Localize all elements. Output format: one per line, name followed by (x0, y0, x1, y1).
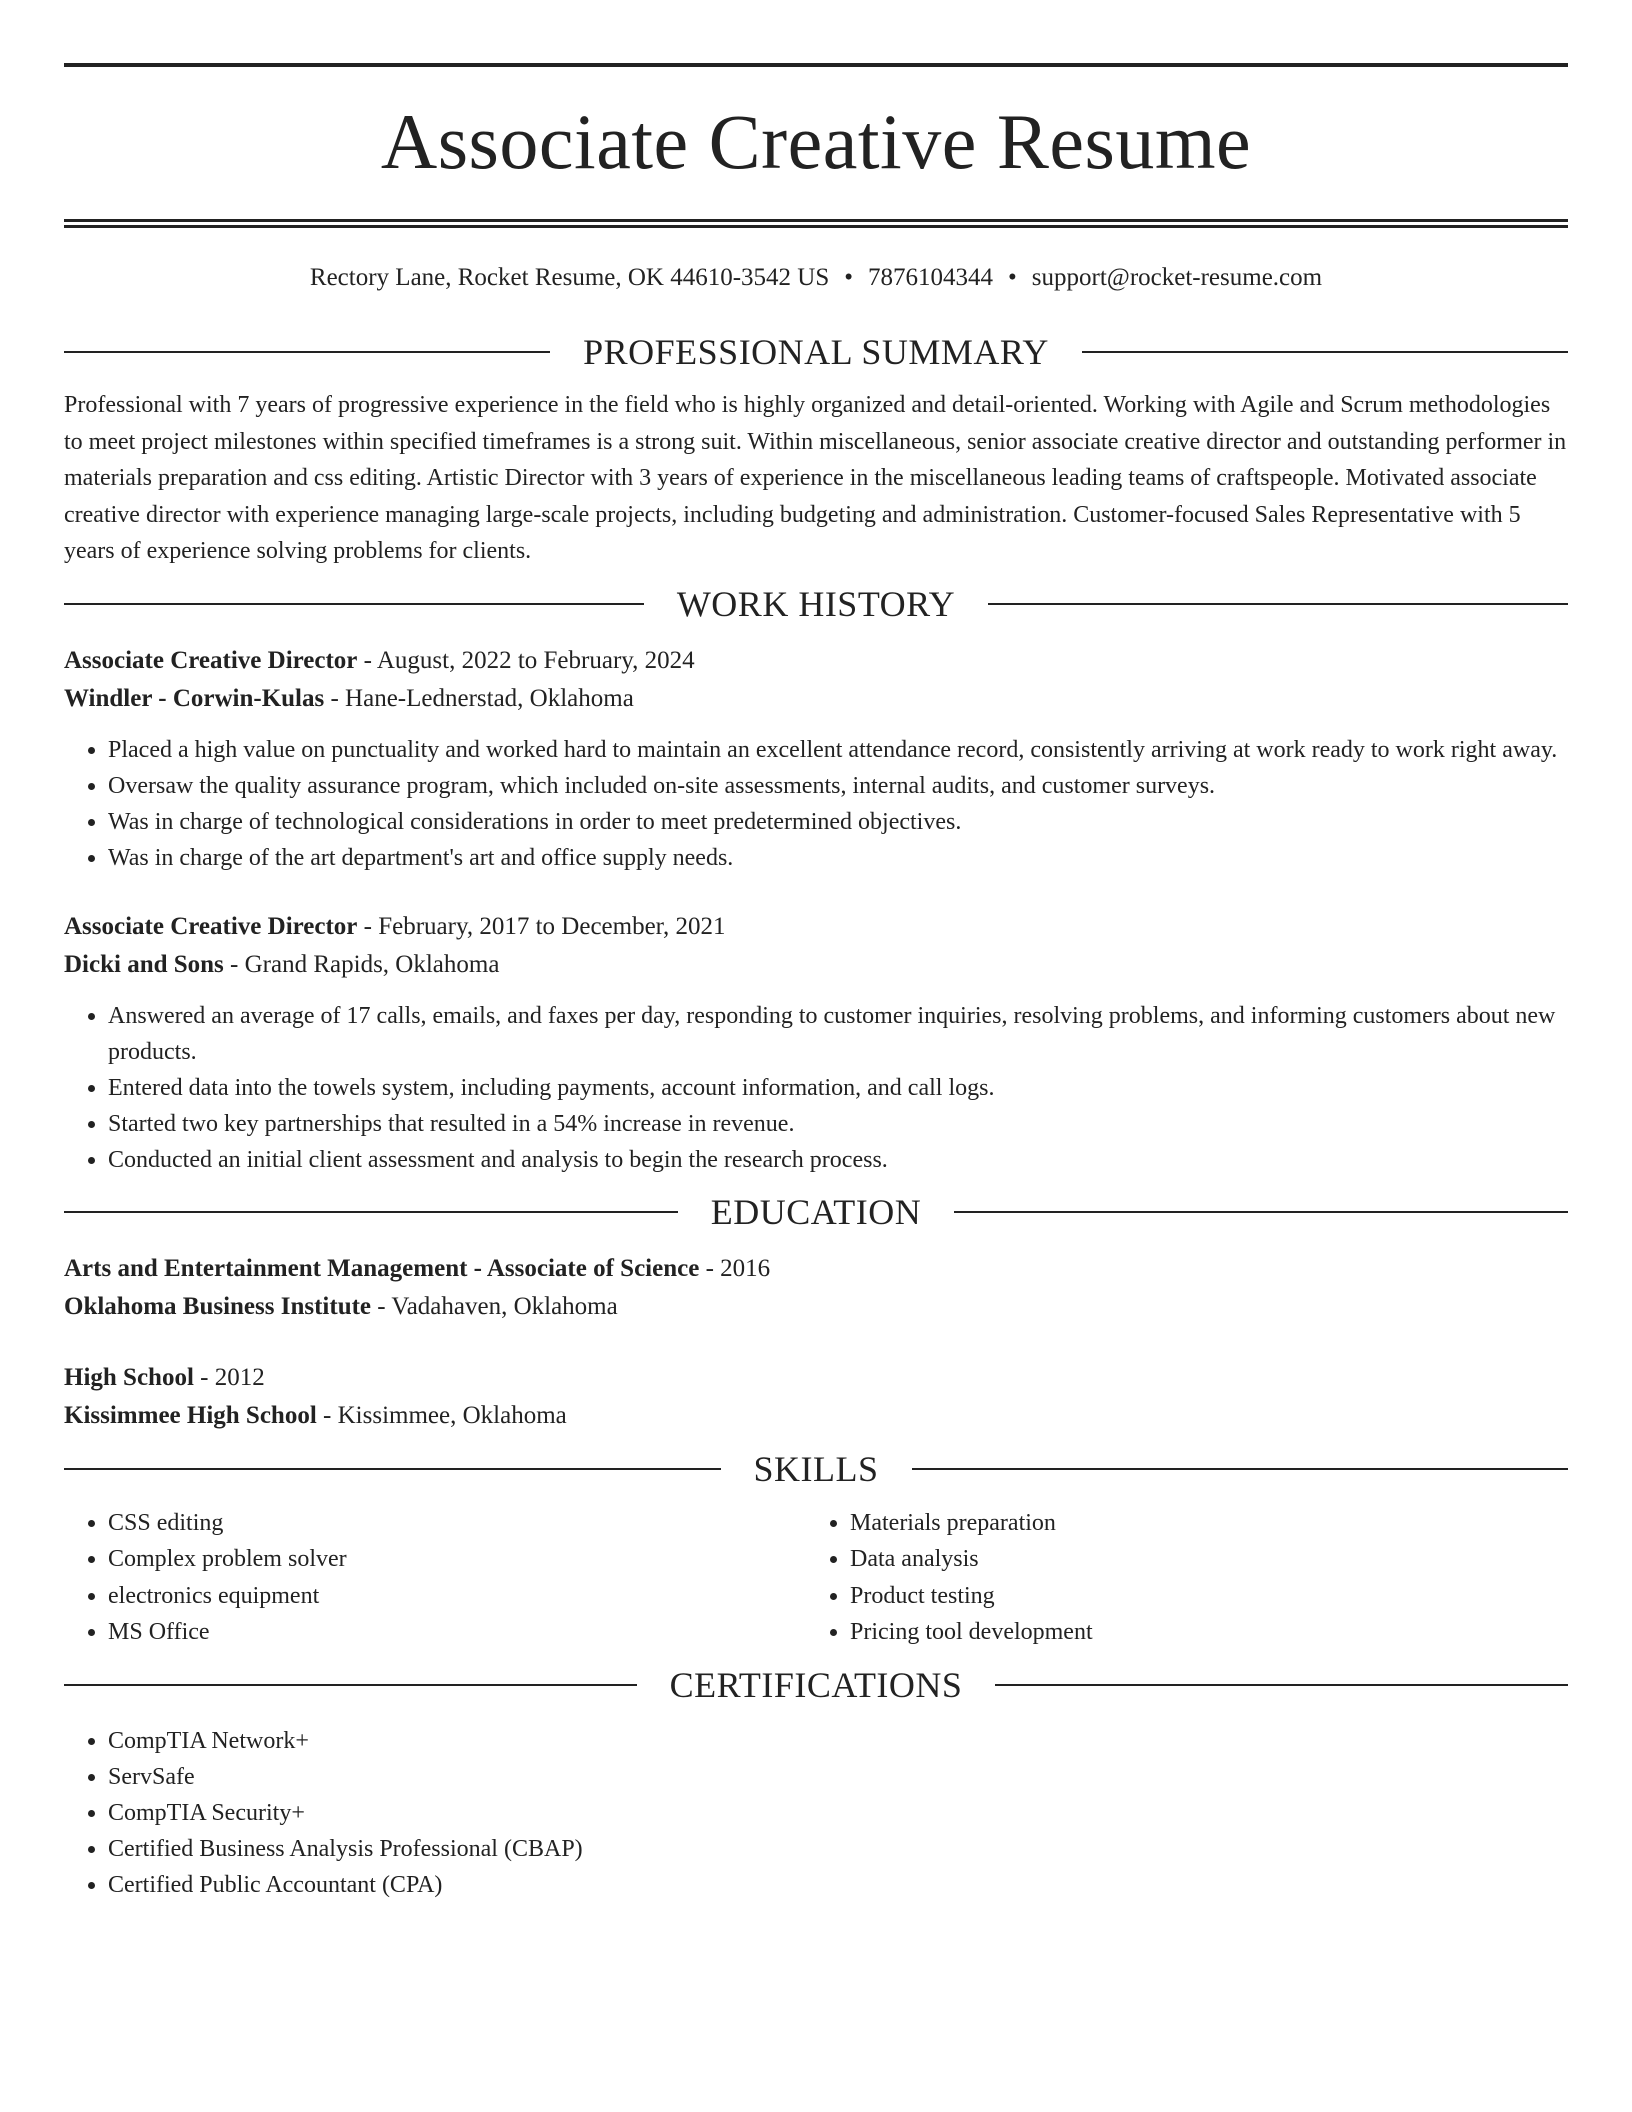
job-company: Windler - Corwin-Kulas (64, 684, 325, 712)
list-item: • Complex problem solver (108, 1541, 806, 1578)
job-dates: - August, 2022 to February, 2024 (357, 646, 695, 674)
education-school-line (64, 1397, 1568, 1435)
contact-address: Rectory Lane, Rocket Resume, OK 44610-3542 US (309, 264, 830, 291)
heading-rule-left (64, 351, 550, 353)
list-item: • ServSafe (108, 1759, 1568, 1795)
education-heading-label: EDUCATION (710, 1191, 922, 1232)
list-item: • MS Office (108, 1614, 806, 1651)
skills-list-left (64, 1505, 806, 1651)
list-item: • Was in charge of technological considerations in order to meet predetermined objectives. (108, 804, 1568, 840)
job-entry (64, 642, 1568, 876)
list-item: • CSS editing (108, 1505, 806, 1542)
job-bullet-list (64, 732, 1568, 876)
education-degree: Arts and Entertainment Management - Associate of Science (64, 1254, 700, 1282)
job-company-line (64, 946, 1568, 984)
job-title-line (64, 642, 1568, 680)
list-item: • Answered an average of 17 calls, emails, and faxes per day, responding to customer inquiries, resolving problems, and informing customers about new products. (108, 998, 1568, 1070)
list-item: • Pricing tool development (850, 1614, 1548, 1651)
skills-heading-label: SKILLS (753, 1448, 879, 1489)
job-title: Associate Creative Director (64, 912, 358, 940)
summary-heading-label: PROFESSIONAL SUMMARY (583, 332, 1049, 372)
job-location: - Grand Rapids, Oklahoma (223, 950, 500, 978)
list-item: • CompTIA Security+ (108, 1795, 1568, 1831)
summary-section-heading (64, 330, 1568, 374)
heading-rule-left (64, 1684, 637, 1686)
skills-list-right (806, 1505, 1548, 1651)
education-year: - 2012 (193, 1363, 265, 1391)
certifications-heading-label: CERTIFICATIONS (669, 1664, 963, 1705)
list-item: • Product testing (850, 1578, 1548, 1615)
heading-rule-right (912, 1468, 1569, 1470)
heading-rule-left (64, 1468, 721, 1470)
heading-rule-right (995, 1684, 1568, 1686)
contact-separator: • (1008, 264, 1017, 291)
education-year: - 2016 (699, 1254, 771, 1282)
list-item: • Started two key partnerships that resulted in a 54% increase in revenue. (108, 1106, 1568, 1142)
contact-email[interactable]: support@rocket-resume.com (1031, 264, 1323, 291)
list-item: • Data analysis (850, 1541, 1548, 1578)
education-entry (64, 1250, 1568, 1326)
heading-rule-right (988, 603, 1568, 605)
heading-rule-left (64, 1211, 678, 1213)
list-item: • Was in charge of the art department's art and office supply needs. (108, 840, 1568, 876)
job-location: - Hane-Lednerstad, Oklahoma (324, 684, 634, 712)
header-double-rule (64, 219, 1568, 228)
job-title-line (64, 908, 1568, 946)
list-item: • Placed a high value on punctuality and worked hard to maintain an excellent attendance record, consistently arriving at work ready to work right away. (108, 732, 1568, 768)
job-company: Dicki and Sons (64, 950, 224, 978)
heading-rule-right (954, 1211, 1568, 1213)
resume-title: Associate Creative Resume (380, 98, 1252, 185)
work-history-section-heading (64, 582, 1568, 626)
education-degree: High School (64, 1363, 194, 1391)
education-location: - Kissimmee, Oklahoma (316, 1401, 567, 1429)
education-section-heading (64, 1190, 1568, 1234)
list-item: • Conducted an initial client assessment and analysis to begin the research process. (108, 1142, 1568, 1178)
heading-rule-right (1082, 351, 1568, 353)
job-dates: - February, 2017 to December, 2021 (357, 912, 726, 940)
job-entry (64, 908, 1568, 1178)
summary-text: Professional with 7 years of progressive experience in the field who is highly organized and detail-oriented. Working with Agile and Scrum methodologies to meet project milestones within specified timeframes is a strong suit. Within miscellaneous, senior associate creative director and outstanding performer in materials preparation and css editing. Artistic Director with 3 years of experience in the miscellaneous leading teams of craftspeople. Motivated associate creative director with experience managing large-scale projects, including budgeting and administration. Customer-focused Sales Representative with 5 years of experience solving problems for clients. (64, 392, 1567, 564)
job-title: Associate Creative Director (64, 646, 358, 674)
list-item: • Oversaw the quality assurance program, which included on-site assessments, internal audits, and customer surveys. (108, 768, 1568, 804)
list-item: • CompTIA Network+ (108, 1723, 1568, 1759)
skills-section-heading (64, 1447, 1568, 1491)
education-school-line (64, 1288, 1568, 1326)
certifications-list (64, 1723, 1568, 1903)
header-top-rule (64, 63, 1568, 67)
job-company-line (64, 680, 1568, 718)
contact-separator: • (844, 264, 854, 291)
education-location: - Vadahaven, Oklahoma (371, 1292, 618, 1320)
skills-columns (64, 1505, 1568, 1651)
list-item: • Materials preparation (850, 1505, 1548, 1542)
contact-phone[interactable]: 7876104344 (868, 264, 994, 291)
list-item: • Entered data into the towels system, including payments, account information, and call logs. (108, 1070, 1568, 1106)
education-entry (64, 1359, 1568, 1435)
education-school: Oklahoma Business Institute (64, 1292, 372, 1320)
list-item: • Certified Public Accountant (CPA) (108, 1867, 1568, 1903)
education-degree-line (64, 1250, 1568, 1288)
heading-rule-left (64, 603, 644, 605)
job-bullet-list (64, 998, 1568, 1178)
certifications-section-heading (64, 1663, 1568, 1707)
list-item: • electronics equipment (108, 1578, 806, 1615)
education-degree-line (64, 1359, 1568, 1397)
contact-line (64, 263, 1568, 293)
education-school: Kissimmee High School (64, 1401, 317, 1429)
work-history-heading-label: WORK HISTORY (676, 583, 956, 624)
list-item: • Certified Business Analysis Professional (CBAP) (108, 1831, 1568, 1867)
